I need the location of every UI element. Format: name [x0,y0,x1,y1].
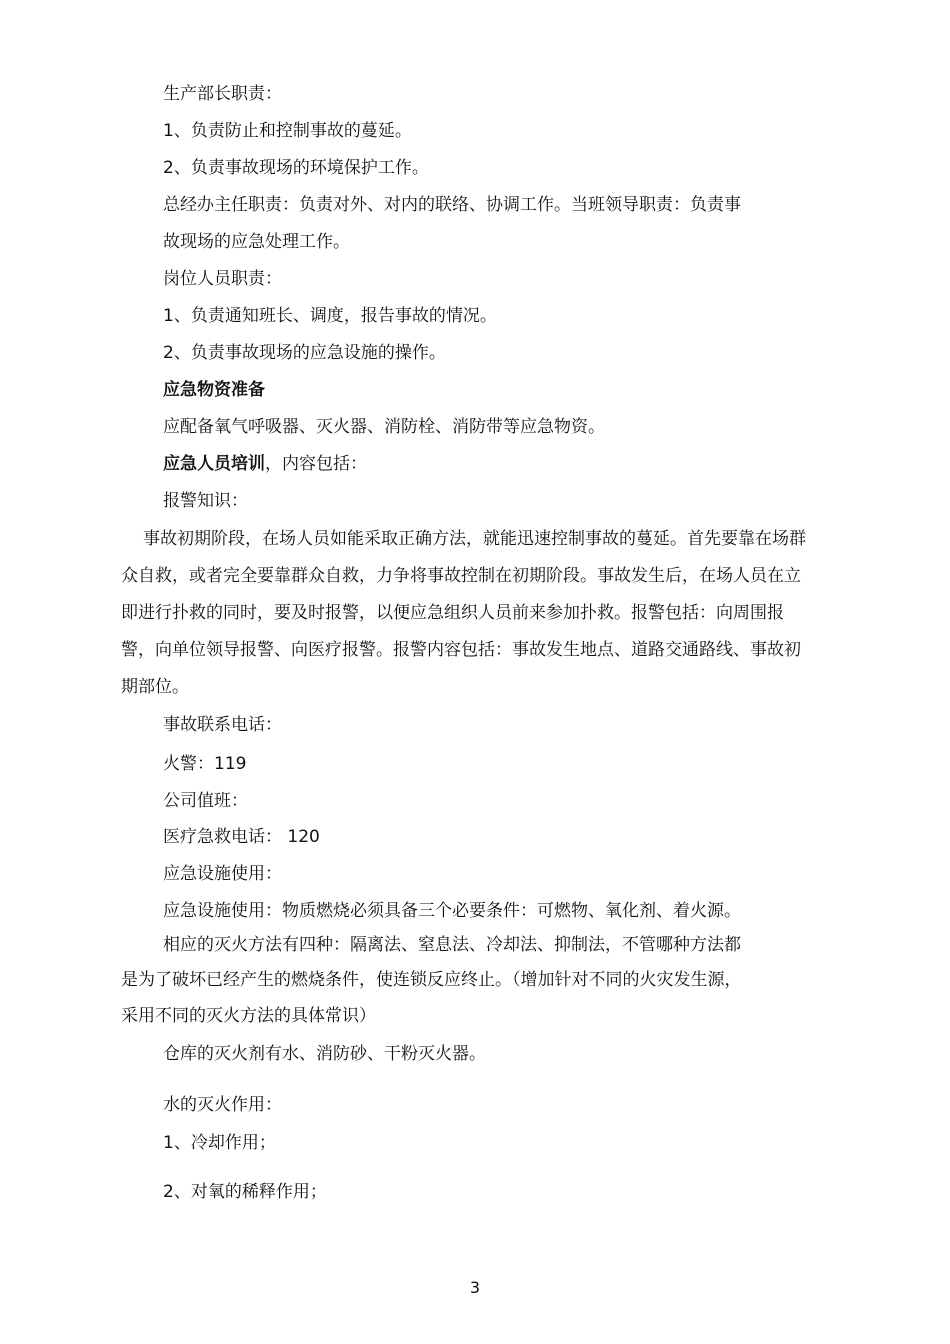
text-line [163,454,367,474]
text-line: 事故联系电话： [163,715,282,735]
text-line: 水的灭火作用： [163,1095,282,1115]
text-line: 采用不同的灭火方法的具体常识） [121,1006,376,1026]
paragraph: 事故初期阶段，在场人员如能采取正确方法，就能迅速控制事故的蔓延。首先要靠在场群众自救，或者完全要靠群众自救，力争将事故控制在初期阶段。事故发生后，在场人员在立即进行扑救的同时，要及时报警，以便应急组织人员前来参加扑救。报警包括：向周围报警，向单位领导报警、向医疗报警。报警内容包括：事故发生地点、道路交通路线、事故初期部位。 [121,529,806,697]
text-line: 岗位人员职责： [163,269,282,289]
text-line: 1、冷却作用； [163,1133,276,1153]
text-line: 应急设施使用：物质燃烧必须具备三个必要条件：可燃物、氧化剂、着火源。 [163,901,741,921]
text-line: 1、负责防止和控制事故的蔓延。 [163,121,412,141]
text-line: 仓库的灭火剂有水、消防砂、干粉灭火器。 [163,1044,486,1064]
text-line: 医疗急救电话： 120 [163,827,320,847]
text-line: 报警知识： [163,491,248,511]
text-line: 2、对氧的稀释作用； [163,1182,327,1202]
text-line: 总经办主任职责：负责对外、对内的联络、协调工作。当班领导职责：负责事 [163,195,741,215]
text-line: 火警：119 [163,754,247,774]
text-line: 2、负责事故现场的环境保护工作。 [163,158,429,178]
text-line: 应配备氧气呼吸器、灭火器、消防栓、消防带等应急物资。 [163,417,605,437]
text-line: 故现场的应急处理工作。 [163,232,350,252]
text-line: 生产部长职责： [163,84,282,104]
text-line: 应急设施使用： [163,864,282,884]
section-heading: 应急人员培训 [163,454,265,474]
text-line: 是为了破坏已经产生的燃烧条件，使连锁反应终止。（增加针对不同的火灾发生源， [121,970,742,990]
text-line: 公司值班： [163,791,248,811]
text-line: 2、负责事故现场的应急设施的操作。 [163,343,446,363]
text-line: 相应的灭火方法有四种：隔离法、窒息法、冷却法、抑制法，不管哪种方法都 [163,935,741,955]
page-number: 3 [469,1278,481,1297]
text-fragment: ，内容包括： [265,454,367,474]
text-line: 1、负责通知班长、调度，报告事故的情况。 [163,306,497,326]
section-heading: 应急物资准备 [163,380,265,400]
